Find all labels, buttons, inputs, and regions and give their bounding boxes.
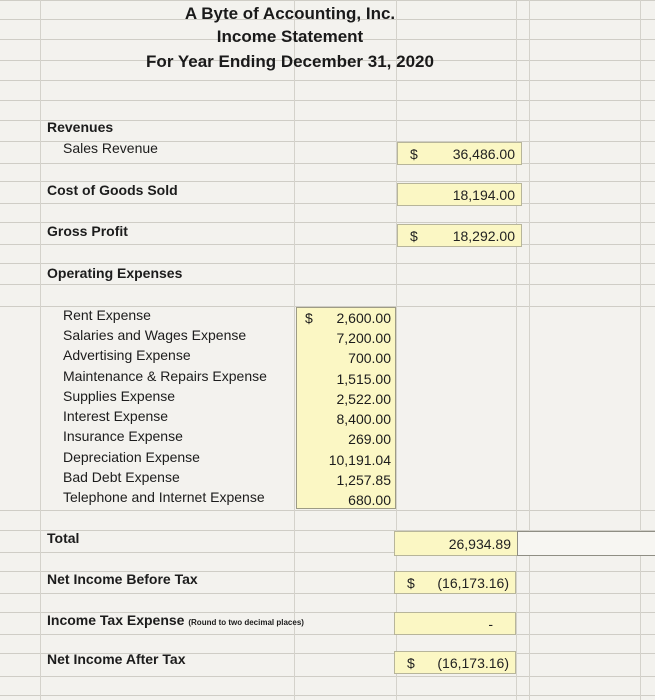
sales-revenue-cell[interactable] bbox=[397, 142, 522, 165]
expense-label: Rent Expense bbox=[63, 307, 151, 323]
expense-value: 7,200.00 bbox=[336, 330, 391, 346]
total-cell[interactable] bbox=[394, 531, 518, 556]
grid-line bbox=[0, 676, 655, 677]
sales-revenue-label: Sales Revenue bbox=[63, 140, 158, 156]
gross-profit-value: 18,292.00 bbox=[452, 228, 515, 244]
grid-line bbox=[0, 0, 655, 1]
revenues-heading: Revenues bbox=[47, 119, 114, 135]
expense-value: 1,515.00 bbox=[336, 371, 391, 387]
cogs-cell[interactable] bbox=[397, 183, 522, 206]
expense-value: 269.00 bbox=[348, 431, 391, 447]
sales-revenue-value: 36,486.00 bbox=[452, 146, 515, 162]
adjacent-cell[interactable] bbox=[517, 531, 655, 556]
income-tax-value: - bbox=[488, 616, 493, 632]
grid-line bbox=[516, 0, 517, 700]
total-value: 26,934.89 bbox=[448, 536, 511, 552]
rounding-note: (Round to two decimal places) bbox=[188, 618, 304, 627]
company-title: A Byte of Accounting, Inc. bbox=[184, 4, 396, 23]
expense-value: 8,400.00 bbox=[336, 411, 391, 427]
expense-value: 2,600.00 bbox=[336, 310, 391, 326]
currency-symbol: $ bbox=[410, 146, 418, 162]
expense-label: Telephone and Internet Expense bbox=[63, 489, 265, 505]
grid-line bbox=[0, 593, 655, 594]
statement-title: Income Statement bbox=[216, 27, 364, 46]
grid-line bbox=[0, 80, 655, 81]
expense-label: Depreciation Expense bbox=[63, 449, 200, 465]
grid-line bbox=[640, 0, 641, 700]
currency-symbol: $ bbox=[407, 655, 415, 671]
net-after-tax-label: Net Income After Tax bbox=[47, 651, 186, 667]
income-tax-cell[interactable] bbox=[394, 612, 516, 635]
grid-line bbox=[0, 203, 655, 204]
net-before-tax-cell[interactable] bbox=[394, 571, 516, 594]
income-tax-label bbox=[47, 612, 304, 628]
expense-label: Salaries and Wages Expense bbox=[63, 327, 247, 343]
grid-line bbox=[396, 0, 397, 700]
grid-line bbox=[0, 244, 655, 245]
operating-expenses-heading: Operating Expenses bbox=[47, 265, 183, 281]
expense-value: 1,257.85 bbox=[336, 472, 391, 488]
currency-symbol: $ bbox=[410, 228, 418, 244]
expense-values-block[interactable] bbox=[296, 307, 396, 509]
income-tax-label-text: Income Tax Expense bbox=[47, 612, 185, 628]
currency-symbol: $ bbox=[305, 310, 313, 326]
expense-label: Bad Debt Expense bbox=[63, 469, 180, 485]
expense-label: Maintenance & Repairs Expense bbox=[63, 368, 267, 384]
grid-line bbox=[0, 634, 655, 635]
expense-value: 2,522.00 bbox=[336, 391, 391, 407]
grid-line bbox=[0, 695, 655, 696]
grid-line bbox=[0, 263, 655, 264]
net-before-tax-label: Net Income Before Tax bbox=[47, 571, 198, 587]
grid-line bbox=[529, 0, 530, 700]
grid-line bbox=[294, 0, 295, 700]
expense-label: Supplies Expense bbox=[63, 388, 176, 404]
total-label: Total bbox=[47, 530, 80, 546]
expense-value: 10,191.04 bbox=[328, 452, 391, 468]
expense-label: Interest Expense bbox=[63, 408, 169, 424]
expense-label: Insurance Expense bbox=[63, 428, 183, 444]
expense-value: 700.00 bbox=[348, 350, 391, 366]
cogs-value: 18,194.00 bbox=[452, 187, 515, 203]
period-title: For Year Ending December 31, 2020 bbox=[146, 52, 434, 71]
expense-label: Advertising Expense bbox=[63, 347, 191, 363]
net-after-tax-cell[interactable] bbox=[394, 651, 516, 674]
expense-value: 680.00 bbox=[348, 492, 391, 508]
grid-line bbox=[0, 163, 655, 164]
cogs-label: Cost of Goods Sold bbox=[47, 182, 178, 198]
net-before-tax-value: (16,173.16) bbox=[437, 575, 509, 591]
gross-profit-cell[interactable] bbox=[397, 224, 522, 247]
grid-line bbox=[0, 510, 655, 511]
grid-line bbox=[0, 100, 655, 101]
gross-profit-label: Gross Profit bbox=[47, 223, 128, 239]
grid-line bbox=[0, 284, 655, 285]
grid-line bbox=[40, 0, 41, 700]
net-after-tax-value: (16,173.16) bbox=[437, 655, 509, 671]
currency-symbol: $ bbox=[407, 575, 415, 591]
